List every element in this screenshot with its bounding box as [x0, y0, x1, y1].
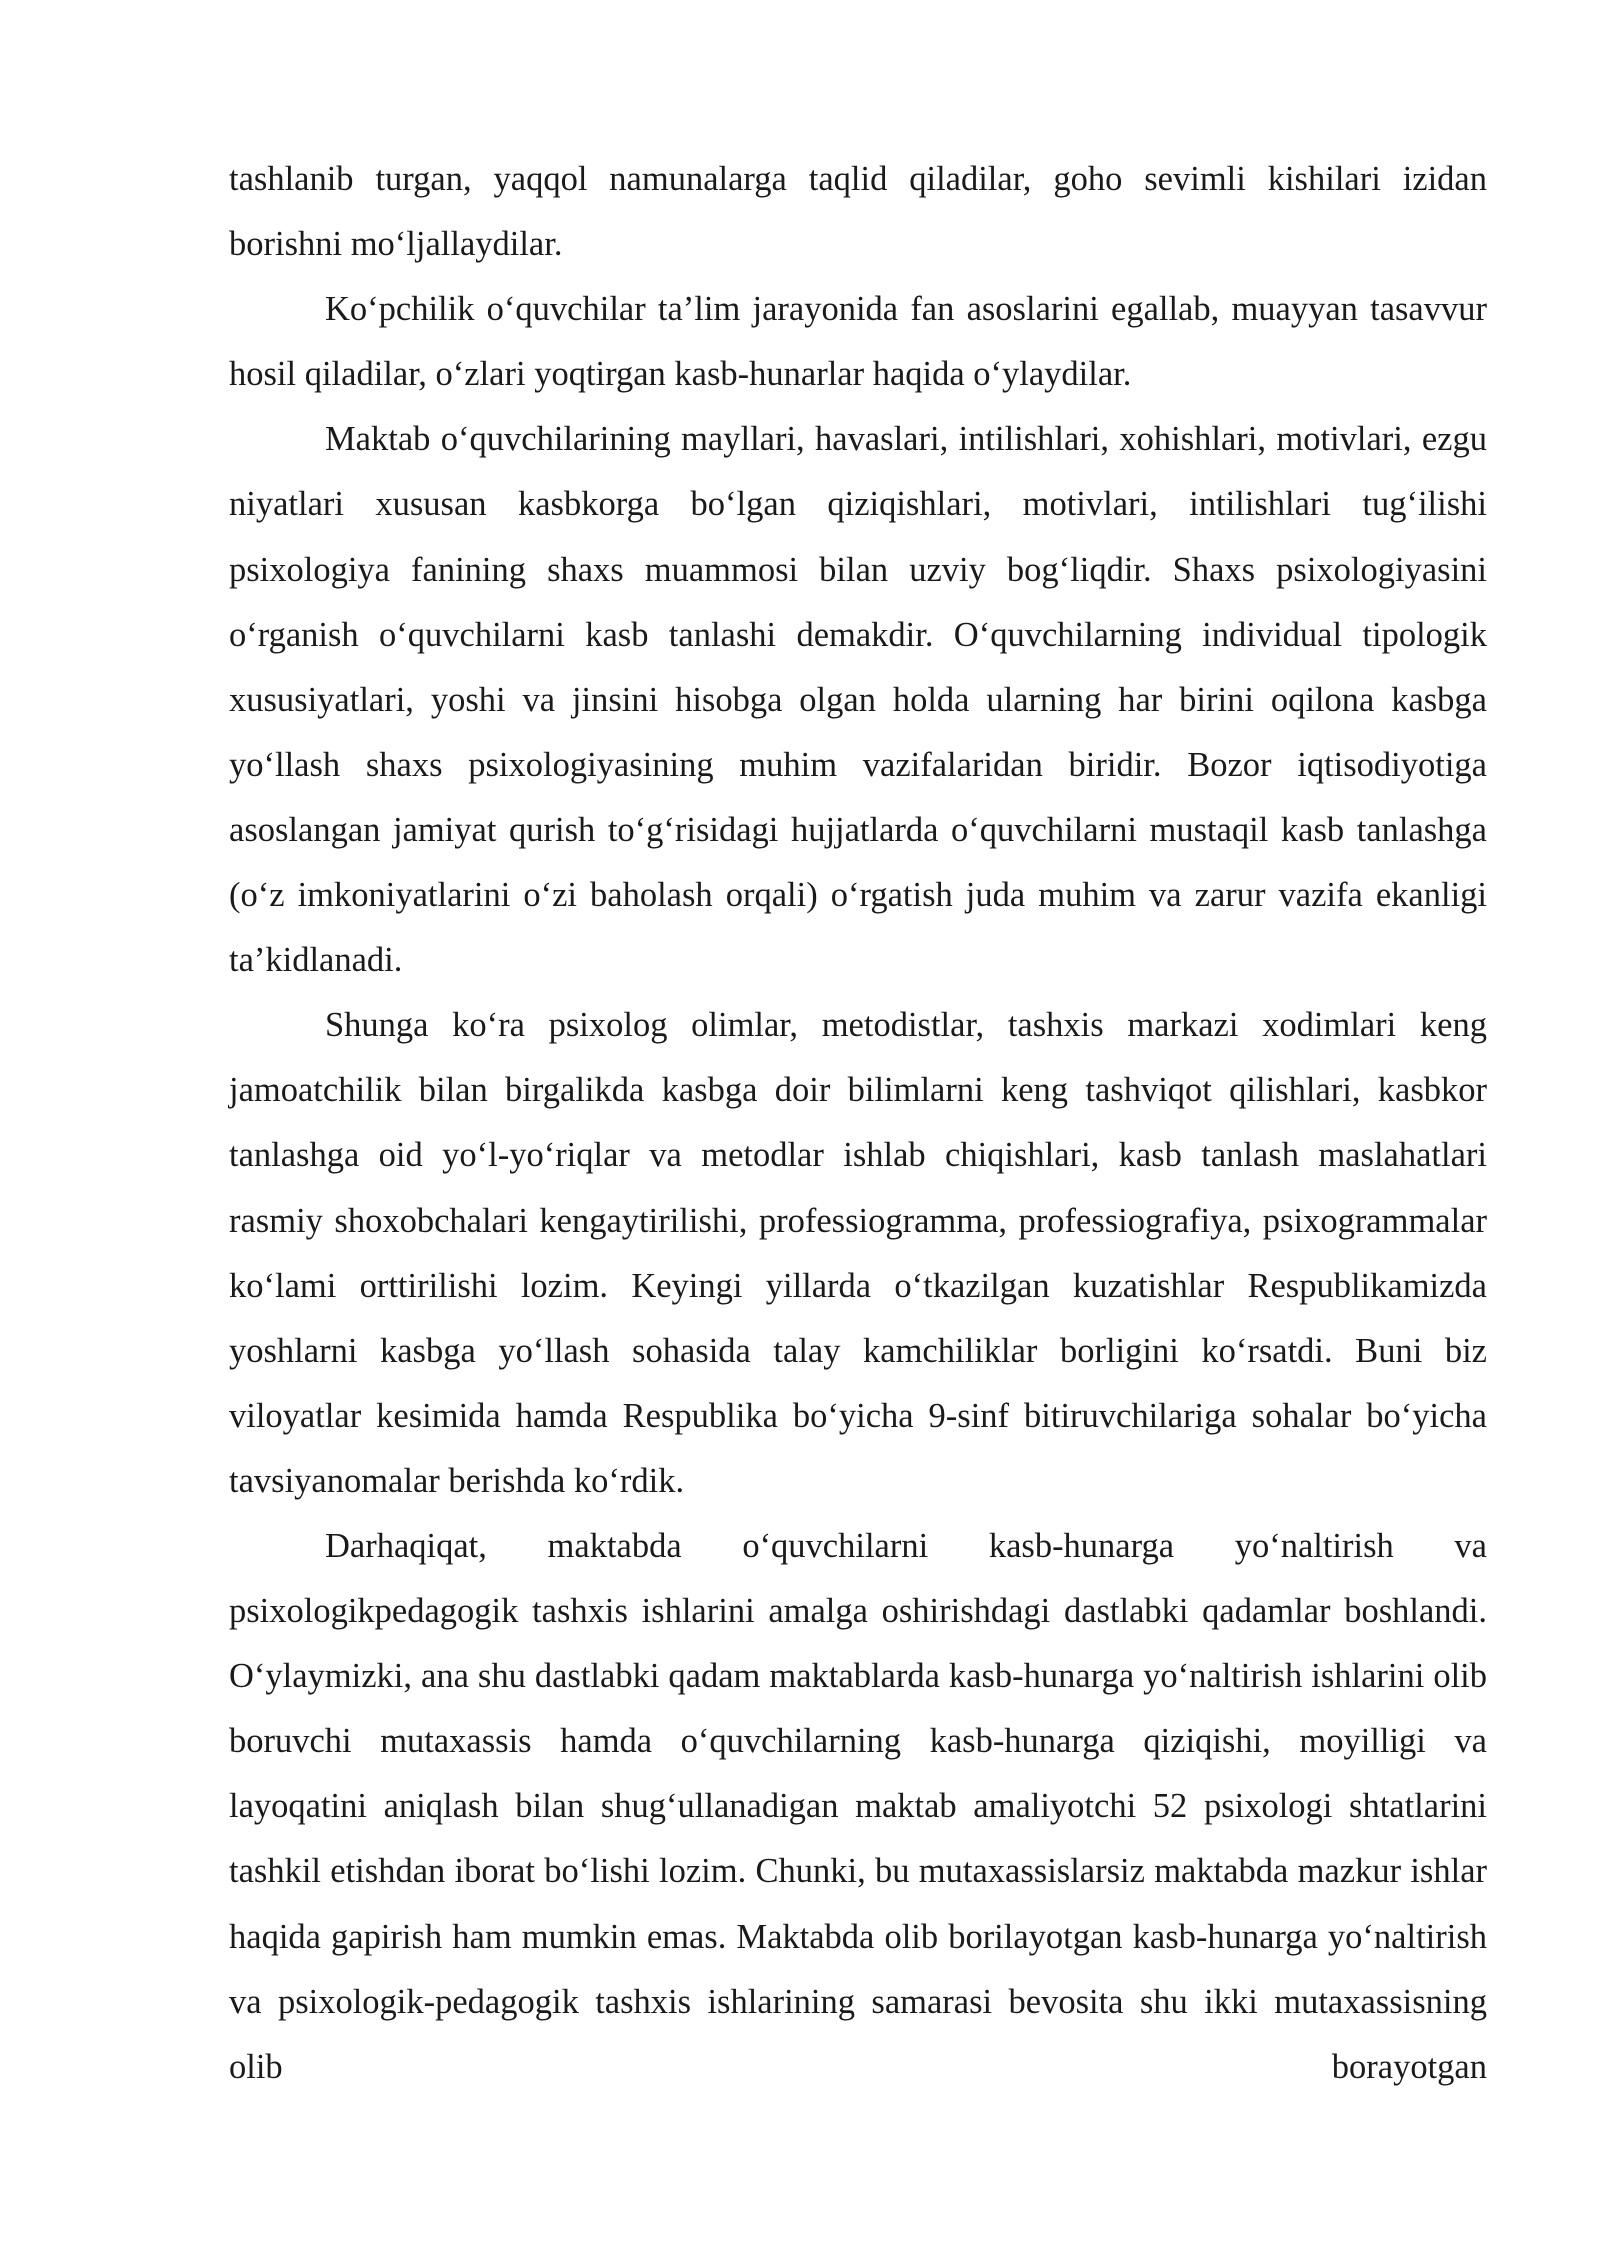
- paragraph-continuation: tashlanib turgan, yaqqol namunalarga taqlid qiladilar, goho sevimli kishilari izidan borishni mo‘ljallaydilar.: [229, 160, 1487, 264]
- paragraph: Darhaqiqat, maktabda o‘quvchilarni kasb-hunarga yo‘naltirish va psixologikpedagogik tashxis ishlarini amalga oshirishdagi dastlabki qadamlar boshlandi. O‘ylaymizki, ana shu dastlabki qadam maktablarda kasb-hunarga yo‘naltirish ishlarini olib boruvchi mutaxassis hamda o‘quvchilarning kasb-hunarga qiziqishi, moyilligi va layoqatini aniqlash bilan shug‘ullanadigan maktab amaliyotchi 52 psixologi shtatlarini tashkil etishdan iborat bo‘lishi lozim. Chunki, bu mutaxassislarsiz maktabda mazkur ishlar haqida gapirish ham mumkin emas. Maktabda olib borilayotgan kasb-hunarga yo‘naltirish va psixologik-pedagogik tashxis ishlarining samarasi bevosita shu ikki mutaxassisning olib borayotgan: [229, 1526, 1487, 2086]
- document-body: [229, 147, 1487, 2100]
- paragraph: Maktab o‘quvchilarining mayllari, havaslari, intilishlari, xohishlari, motivlari, ezgu niyatlari xususan kasbkorga bo‘lgan qiziqishlari, motivlari, intilishlari tug‘ilishi psixologiya fanining shaxs muammosi bilan uzviy bog‘liqdir. Shaxs psixologiyasini o‘rganish o‘quvchilarni kasb tanlashi demakdir. O‘quvchilarning individual tipologik xususiyatlari, yoshi va jinsini hisobga olgan holda ularning har birini oqilona kasbga yo‘llash shaxs psixologiyasining muhim vazifalaridan biridir. Bozor iqtisodiyotiga asoslangan jamiyat qurish to‘g‘risidagi hujjatlarda o‘quvchilarni mustaqil kasb tanlashga (o‘z imkoniyatlarini o‘zi baholash orqali) o‘rgatish juda muhim va zarur vazifa ekanligi ta’kidlanadi.: [229, 420, 1487, 980]
- paragraph: Ko‘pchilik o‘quvchilar ta’lim jarayonida fan asoslarini egallab, muayyan tasavvur hosil qiladilar, o‘zlari yoqtirgan kasb-hunarlar haqida o‘ylaydilar.: [229, 290, 1487, 394]
- paragraph: Shunga ko‘ra psixolog olimlar, metodistlar, tashxis markazi xodimlari keng jamoatchilik bilan birgalikda kasbga doir bilimlarni keng tashviqot qilishlari, kasbkor tanlashga oid yo‘l-yo‘riqlar va metodlar ishlab chiqishlari, kasb tanlash maslahatlari rasmiy shoxobchalari kengaytirilishi, professiogramma, professiografiya, psixogrammalar ko‘lami orttirilishi lozim. Keyingi yillarda o‘tkazilgan kuzatishlar Respublikamizda yoshlarni kasbga yo‘llash sohasida talay kamchiliklar borligini ko‘rsatdi. Buni biz viloyatlar kesimida hamda Respublika bo‘yicha 9-sinf bitiruvchilariga sohalar bo‘yicha tavsiyanomalar berishda ko‘rdik.: [229, 1006, 1487, 1500]
